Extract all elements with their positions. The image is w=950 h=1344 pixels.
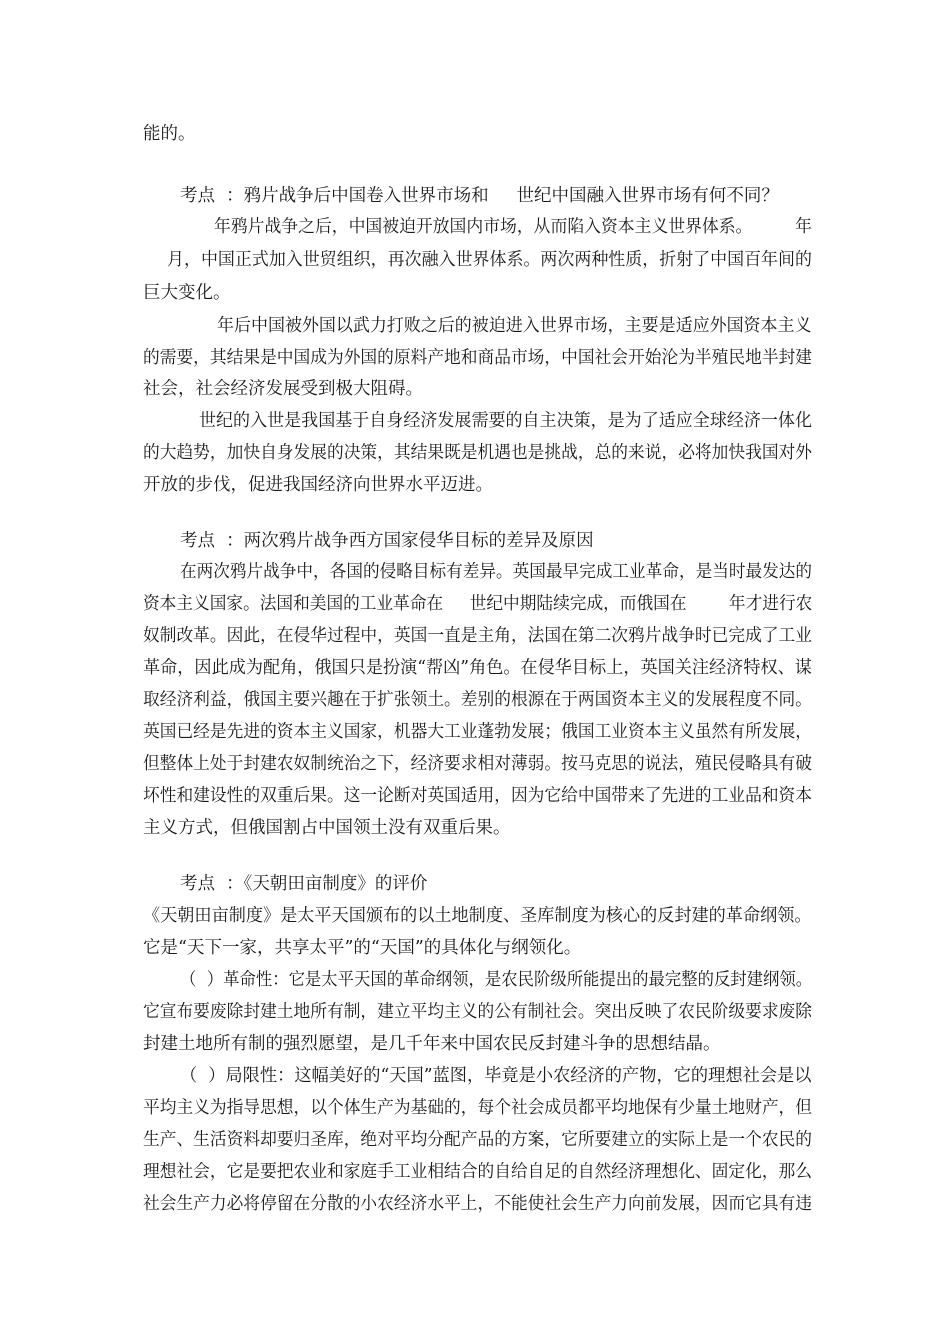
- text-line: 的大趋势，加快自身发展的决策，其结果既是机遇也是挑战，总的来说，必将加快我国对外: [143, 443, 812, 463]
- text-line: 主义方式，但俄国割占中国领土没有双重后果。: [143, 818, 511, 838]
- text-line: （ ）局限性：这幅美好的“天国”蓝图，毕竟是小农经济的产物，它的理想社会是以: [180, 1066, 812, 1086]
- text-line: 资本主义国家。法国和美国的工业革命在 世纪中期陆续完成，而俄国在 年才进行农: [143, 594, 813, 614]
- text-line: （ ）革命性：它是太平天国的革命纲领，是农民阶级所能提出的最完整的反封建纲领。: [180, 970, 813, 990]
- text-line: 革命，因此成为配角，俄国只是扮演“帮凶”角色。在侵华目标上，英国关注经济特权、谋: [143, 658, 812, 678]
- section-heading: 考点 ：两次鸦片战争西方国家侵华目标的差异及原因: [180, 531, 594, 551]
- text-line: 它是“天下一家，共享太平”的“天国”的具体化与纲领化。: [143, 938, 582, 958]
- text-line: 能的。: [143, 124, 196, 144]
- text-line: 平均主义为指导思想，以个体生产为基础的，每个社会成员都平均地保有少量土地财产，但: [143, 1098, 812, 1118]
- text-line: 理想社会，它是要把农业和家庭手工业相结合的自给自足的自然经济理想化、固定化，那么: [143, 1162, 812, 1182]
- text-line: 开放的步伐，促进我国经济向世界水平迈进。: [143, 475, 493, 495]
- text-line: 社会生产力必将停留在分散的小农经济水平上，不能使社会生产力向前发展，因而它具有违: [143, 1194, 812, 1214]
- text-line: 年后中国被外国以武力打败之后的被迫进入世界市场，主要是适应外国资本主义: [217, 316, 812, 336]
- text-line: 月，中国正式加入世贸组织，再次融入世界体系。两次两种性质，折射了中国百年间的: [167, 250, 812, 270]
- text-line: 社会，社会经济发展受到极大阻碍。: [143, 379, 423, 399]
- text-line: 封建土地所有制的强烈愿望，是几千年来中国农民反封建斗争的思想结晶。: [143, 1034, 721, 1054]
- text-line: 年鸦片战争之后，中国被迫开放国内市场，从而陷入资本主义世界体系。 年: [214, 217, 812, 237]
- text-line: 世纪的入世是我国基于自身经济发展需要的自主决策，是为了适应全球经济一体化: [199, 411, 812, 431]
- text-line: 的需要，其结果是中国成为外国的原料产地和商品市场，中国社会开始沦为半殖民地半封建: [143, 348, 812, 368]
- text-line: 奴制改革。因此，在侵华过程中，英国一直是主角，法国在第二次鸦片战争时已完成了工业: [143, 626, 812, 646]
- section-heading: 考点 ：鸦片战争后中国卷入世界市场和 世纪中国融入世界市场有何不同？: [180, 186, 779, 206]
- text-line: 生产、生活资料却要归圣库，绝对平均分配产品的方案，它所要建立的实际上是一个农民的: [143, 1130, 812, 1150]
- text-line: 坏性和建设性的双重后果。这一论断对英国适用，因为它给中国带来了先进的工业品和资本: [143, 786, 812, 806]
- text-line: 但整体上处于封建农奴制统治之下，经济要求相对薄弱。按马克思的说法，殖民侵略具有破: [143, 754, 812, 774]
- text-line: 英国已经是先进的资本主义国家，机器大工业蓬勃发展；俄国工业资本主义虽然有所发展，: [143, 722, 812, 742]
- text-line: 取经济利益，俄国主要兴趣在于扩张领土。差别的根源在于两国资本主义的发展程度不同。: [143, 690, 812, 710]
- section-heading: 考点 ：《天朝田亩制度》的评价: [180, 874, 428, 894]
- text-line: 巨大变化。: [143, 283, 231, 303]
- text-line: 《天朝田亩制度》是太平天国颁布的以土地制度、圣库制度为核心的反封建的革命纲领。: [143, 906, 812, 926]
- text-line: 在两次鸦片战争中，各国的侵略目标有差异。英国最早完成工业革命，是当时最发达的: [180, 562, 813, 582]
- text-line: 它宣布要废除封建土地所有制，建立平均主义的公有制社会。突出反映了农民阶级要求废除: [143, 1002, 812, 1022]
